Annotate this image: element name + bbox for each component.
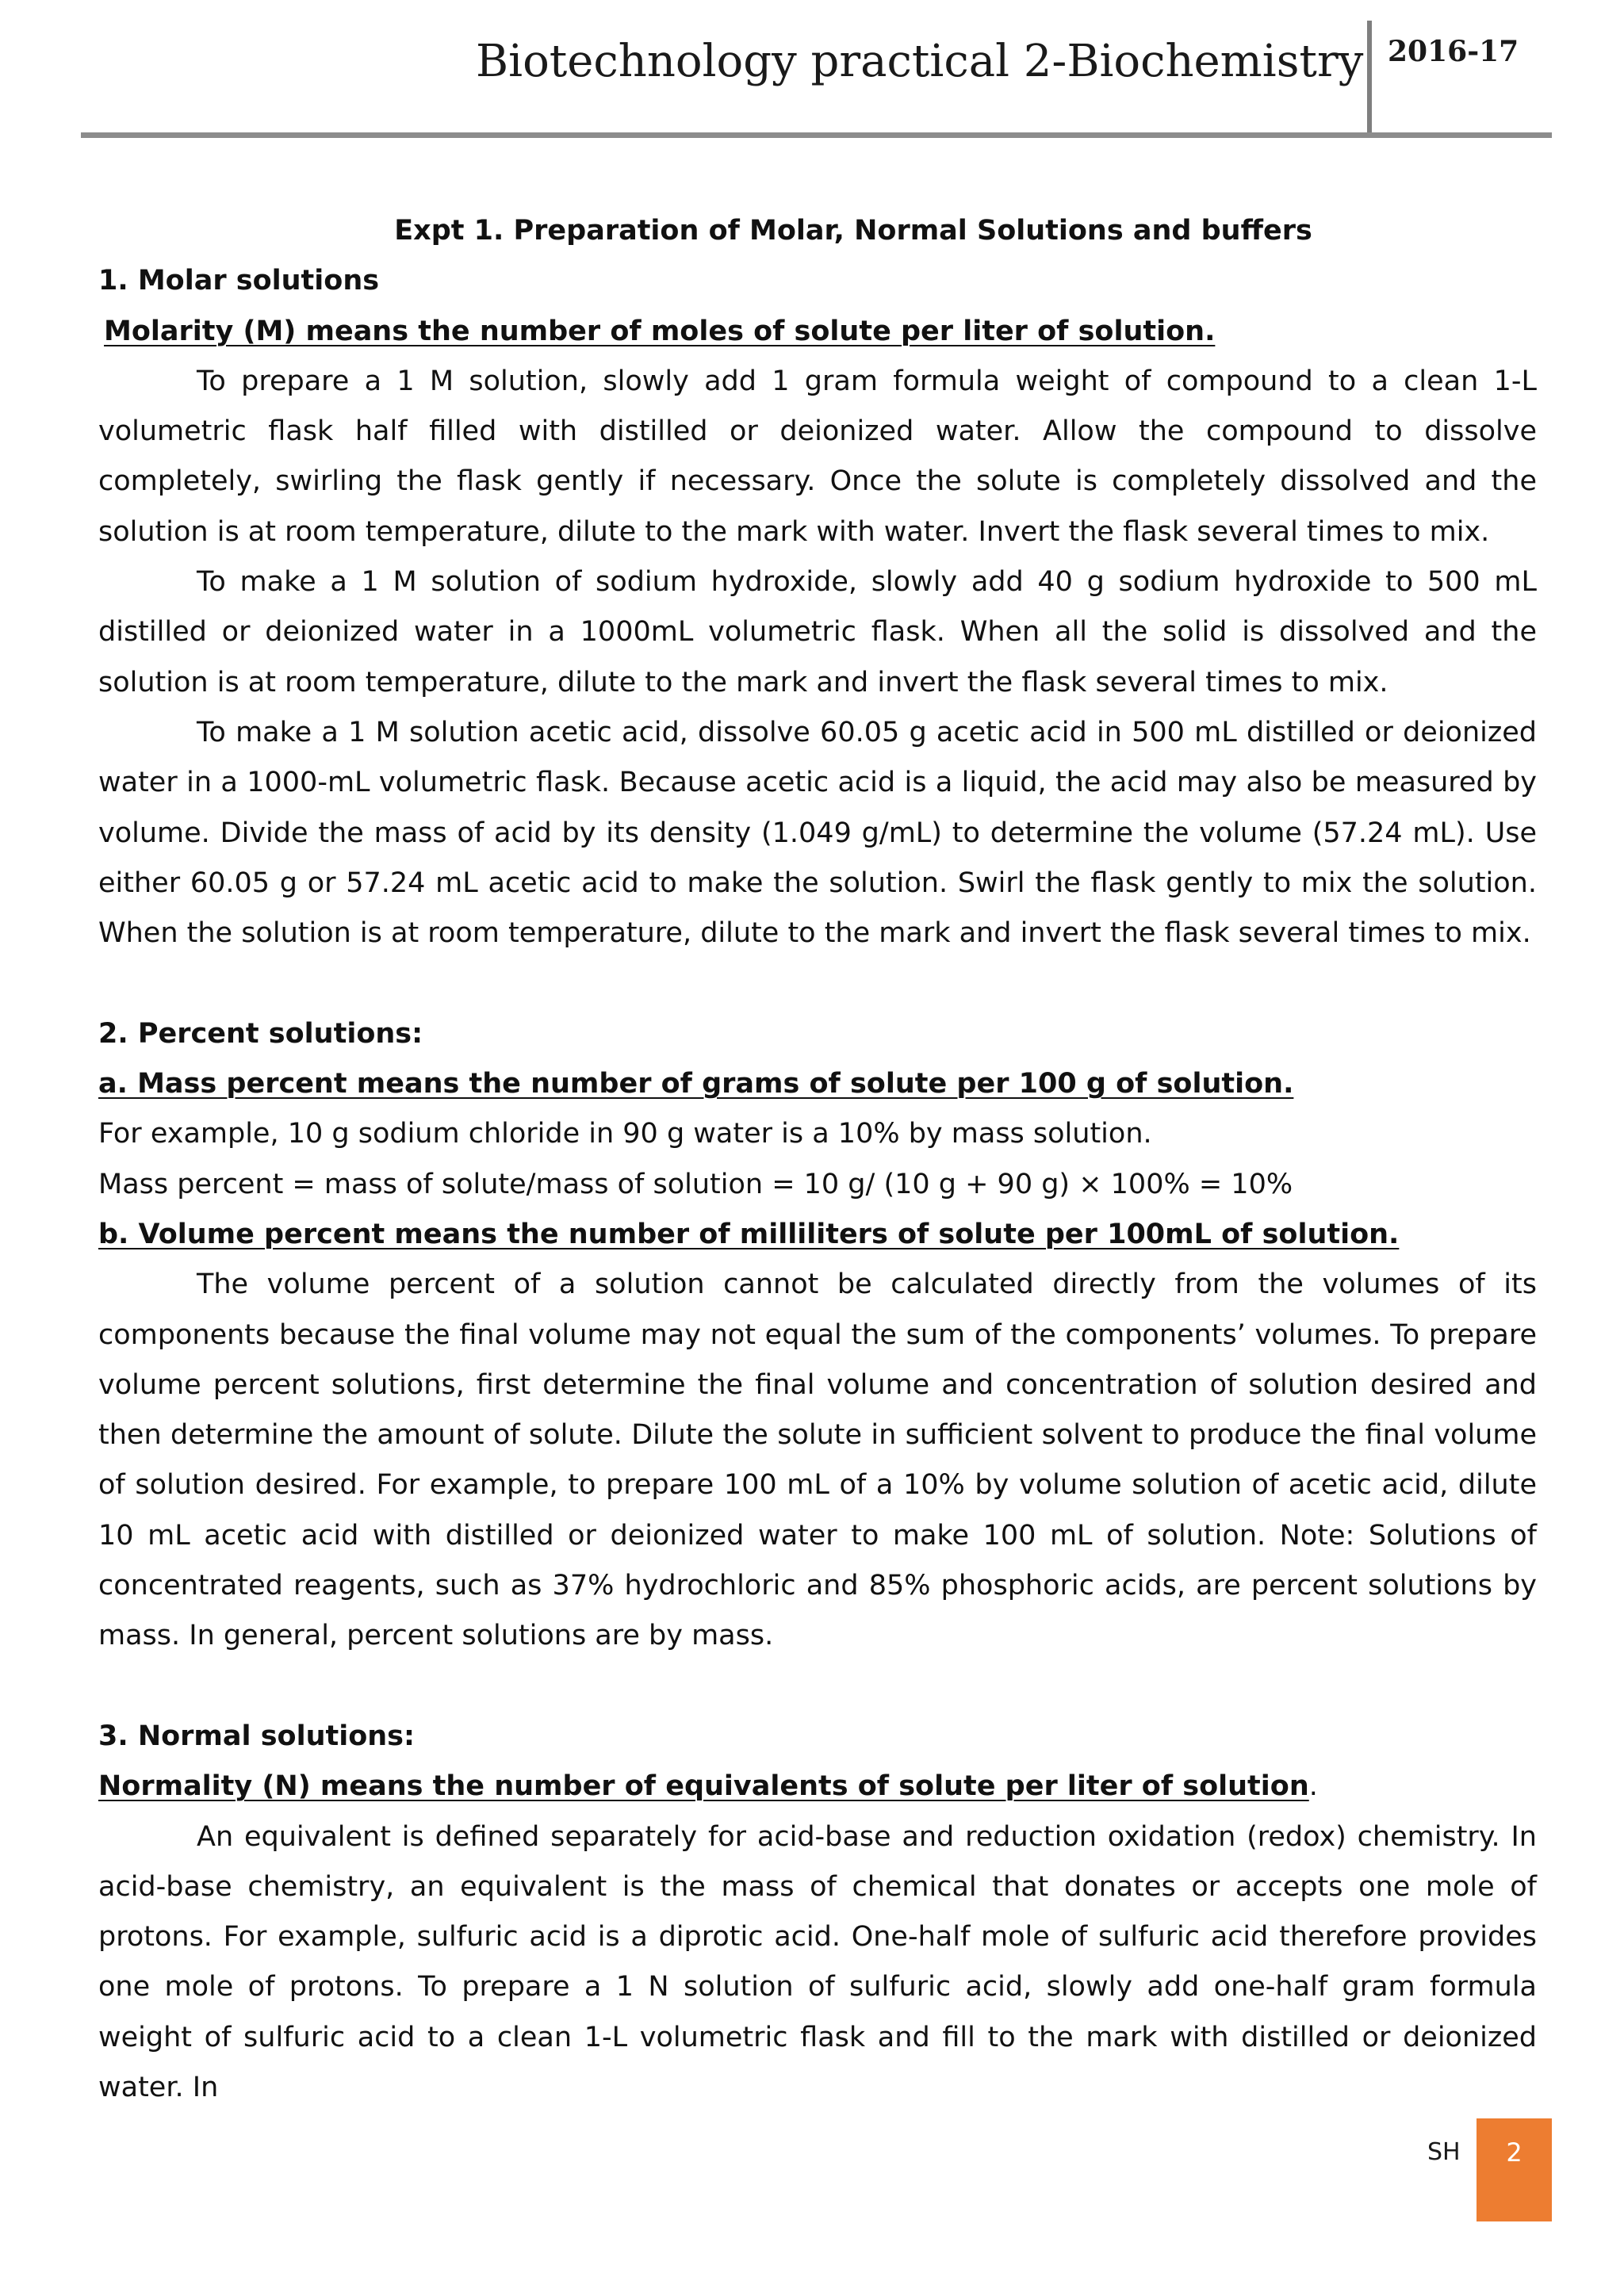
header-year: 2016-17 bbox=[1388, 35, 1519, 68]
document-body bbox=[98, 206, 1537, 2113]
normality-definition: Normality (N) means the number of equivalents of solute per liter of solution bbox=[98, 1770, 1309, 1803]
molar-paragraph-2: To make a 1 M solution of sodium hydroxide, slowly add 40 g sodium hydroxide to 500 mL distilled or deionized water in a 1000mL volumetric flask. When all the solid is dissolved and the solution is at room temperature, dilute to the mark and invert the flask several times to mix. bbox=[98, 566, 1537, 698]
molar-heading: 1. Molar solutions bbox=[98, 265, 380, 297]
page-number-box bbox=[1477, 2118, 1552, 2221]
percent-heading: 2. Percent solutions: bbox=[98, 1017, 423, 1050]
footer-initials: SH bbox=[1427, 2138, 1461, 2166]
normal-paragraph: An equivalent is defined separately for acid-base and reduction oxidation (redox) chemistry. In acid-base chemistry, an equivalent is the mass of chemical that donates or accepts one mole of protons. For example, sulfuric acid is a diprotic acid. One-half mole of sulfuric acid therefore provides one mole of protons. To prepare a 1 N solution of sulfuric acid, slowly add one-half gram formula weight of sulfuric acid to a clean 1-L volumetric flask and fill to the mark with distilled or deionized water. In bbox=[98, 1820, 1537, 2103]
spacer bbox=[98, 1662, 1537, 1712]
spacer bbox=[98, 959, 1537, 1008]
mass-percent-definition: a. Mass percent means the number of grams of solute per 100 g of solution. bbox=[98, 1068, 1294, 1100]
volume-percent-definition: b. Volume percent means the number of milliliters of solute per 100mL of solution. bbox=[98, 1218, 1400, 1250]
molar-definition-line bbox=[98, 307, 1537, 357]
mass-percent-formula: Mass percent = mass of solute/mass of solution = 10 g/ (10 g + 90 g) × 100% = 10% bbox=[98, 1168, 1293, 1200]
normal-heading: 3. Normal solutions: bbox=[98, 1720, 416, 1752]
header-divider bbox=[1367, 21, 1372, 136]
normality-definition-line bbox=[98, 1762, 1537, 1812]
volume-percent-definition-line bbox=[98, 1210, 1537, 1260]
molar-definition: Molarity (M) means the number of moles of solute per liter of solution. bbox=[104, 315, 1216, 347]
molar-paragraph-3: To make a 1 M solution acetic acid, dissolve 60.05 g acetic acid in 500 mL distilled or deionized water in a 1000-mL volumetric flask. Because acetic acid is a liquid, the acid may also be measured by volume. Divide the mass of acid by its density (1.049 g/mL) to determine the volume (57.24 mL). Use either 60.05 g or 57.24 mL acetic acid to make the solution. Swirl the flask gently to mix the solution. When the solution is at room temperature, dilute to the mark and invert the flask several times to mix. bbox=[98, 716, 1537, 950]
normality-definition-period: . bbox=[1308, 1770, 1318, 1803]
mass-percent-example: For example, 10 g sodium chloride in 90 g water is a 10% by mass solution. bbox=[98, 1118, 1152, 1150]
molar-paragraph-1: To prepare a 1 M solution, slowly add 1 gram formula weight of compound to a clean 1-L volumetric flask half filled with distilled or deionized water. Allow the compound to dissolve completely, swirling the flask gently if necessary. Once the solute is completely dissolved and the solution is at room temperature, dilute to the mark with water. Invert the flask several times to mix. bbox=[98, 365, 1537, 548]
experiment-title: Expt 1. Preparation of Molar, Normal Solutions and buffers bbox=[394, 215, 1312, 247]
mass-percent-definition-line bbox=[98, 1059, 1537, 1109]
volume-percent-paragraph: The volume percent of a solution cannot be calculated directly from the volumes of its components because the final volume may not equal the sum of the components’ volumes. To prepare volume percent solutions, first determine the final volume and concentration of solution desired and then determine the amount of solute. Dilute the solute in sufficient solvent to produce the final volume of solution desired. For example, to prepare 100 mL of a 10% by volume solution of acetic acid, dilute 10 mL acetic acid with distilled or deionized water to make 100 mL of solution. Note: Solutions of concentrated reagents, such as 37% hydrochloric and 85% phosphoric acids, are percent solutions by mass. In general, percent solutions are by mass. bbox=[98, 1269, 1537, 1652]
header-rule bbox=[81, 132, 1552, 138]
header-title: Biotechnology practical 2-Biochemistry bbox=[476, 36, 1364, 87]
page-number: 2 bbox=[1506, 2137, 1522, 2168]
